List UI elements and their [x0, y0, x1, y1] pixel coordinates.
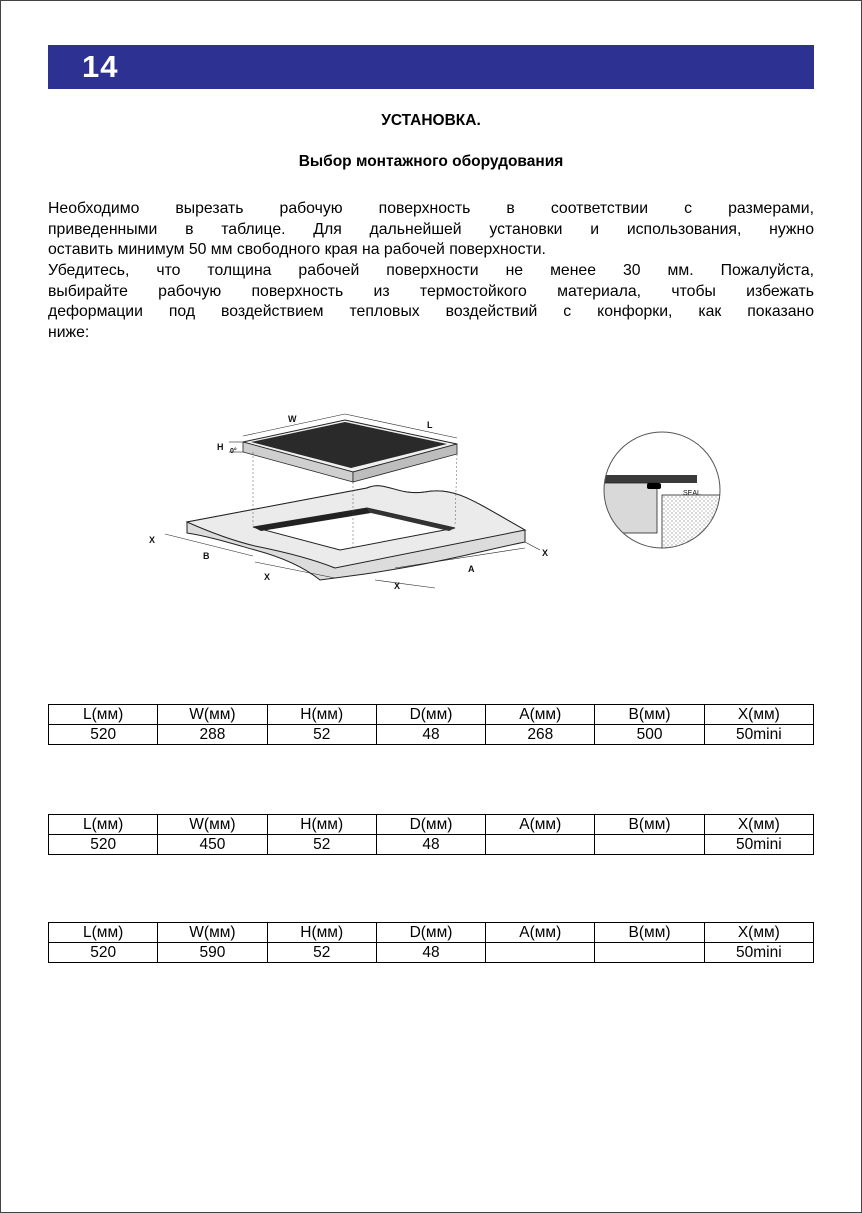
seal-detail-drawing	[597, 430, 732, 565]
value-cell	[486, 835, 595, 855]
value-cell: 48	[376, 835, 485, 855]
header-cell: B(мм)	[595, 705, 704, 725]
header-cell: L(мм)	[49, 705, 158, 725]
value-cell: 450	[158, 835, 267, 855]
label-x2: X	[264, 572, 271, 582]
table-row	[49, 725, 814, 745]
spec-table-1	[48, 704, 814, 745]
value-cell: 52	[267, 835, 376, 855]
table-header-row	[49, 705, 814, 725]
value-cell: 48	[376, 943, 485, 963]
header-cell: W(мм)	[158, 815, 267, 835]
value-cell: 48	[376, 725, 485, 745]
header-cell: A(мм)	[486, 923, 595, 943]
value-cell	[595, 943, 704, 963]
value-cell: 50mini	[704, 835, 813, 855]
page-number: 14	[82, 49, 119, 84]
header-cell: D(мм)	[376, 705, 485, 725]
value-cell: 520	[49, 943, 158, 963]
label-seal: SEAL	[683, 490, 701, 497]
value-cell: 590	[158, 943, 267, 963]
spec-table-3	[48, 922, 814, 963]
value-cell: 288	[158, 725, 267, 745]
header-cell: B(мм)	[595, 815, 704, 835]
table-header-row	[49, 923, 814, 943]
value-cell: 520	[49, 725, 158, 745]
value-cell: 520	[49, 835, 158, 855]
header-cell: X(мм)	[704, 815, 813, 835]
header-cell: W(мм)	[158, 705, 267, 725]
text-line: Необходимо вырезать рабочую поверхность в соответствии с размерами,	[48, 200, 814, 217]
value-cell: 268	[486, 725, 595, 745]
table-row	[49, 943, 814, 963]
value-cell: 52	[267, 725, 376, 745]
header-cell: A(мм)	[486, 705, 595, 725]
installation-diagram	[135, 400, 735, 600]
header-cell: X(мм)	[704, 923, 813, 943]
text-line: Убедитесь, что толщина рабочей поверхности не менее 30 мм. Пожалуйста,	[48, 262, 814, 279]
text-line: оставить минимум 50 мм свободного края на рабочей поверхности.	[48, 241, 546, 258]
label-x4: X	[542, 548, 549, 558]
header-cell: A(мм)	[486, 815, 595, 835]
text-line: ниже:	[48, 323, 90, 341]
label-w: W	[288, 414, 297, 424]
header-cell: H(мм)	[267, 815, 376, 835]
header-bar	[48, 45, 814, 89]
paragraph-thickness	[48, 261, 814, 343]
value-cell: 50mini	[704, 725, 813, 745]
label-h: H	[217, 442, 224, 452]
section-title: УСТАНОВКА.	[381, 112, 481, 129]
header-cell: D(мм)	[376, 923, 485, 943]
value-cell: 52	[267, 943, 376, 963]
header-cell: H(мм)	[267, 923, 376, 943]
text-line: выбирайте рабочую поверхность из термостойкого материала, чтобы избежать	[48, 282, 814, 300]
header-cell: D(мм)	[376, 815, 485, 835]
text-line: деформации под воздействием тепловых воздействий с конфорки, как показано	[48, 303, 814, 320]
header-cell: H(мм)	[267, 705, 376, 725]
header-cell: B(мм)	[595, 923, 704, 943]
label-l: L	[427, 420, 433, 430]
label-angle: 0°	[230, 448, 237, 455]
table-header-row	[49, 815, 814, 835]
paragraph-cutout	[48, 199, 814, 261]
table-row	[49, 835, 814, 855]
value-cell	[595, 835, 704, 855]
value-cell	[486, 943, 595, 963]
label-x1: X	[149, 535, 156, 545]
header-cell: L(мм)	[49, 815, 158, 835]
value-cell: 50mini	[704, 943, 813, 963]
section-subtitle: Выбор монтажного оборудования	[298, 153, 564, 170]
value-cell: 500	[595, 725, 704, 745]
header-cell: X(мм)	[704, 705, 813, 725]
label-b: B	[203, 551, 210, 561]
label-a: A	[468, 564, 475, 574]
text-line: приведенными в таблице. Для дальнейшей установки и использования, нужно	[48, 220, 814, 238]
header-cell: L(мм)	[49, 923, 158, 943]
header-cell: W(мм)	[158, 923, 267, 943]
spec-table-2	[48, 814, 814, 855]
label-x3: X	[394, 581, 401, 591]
